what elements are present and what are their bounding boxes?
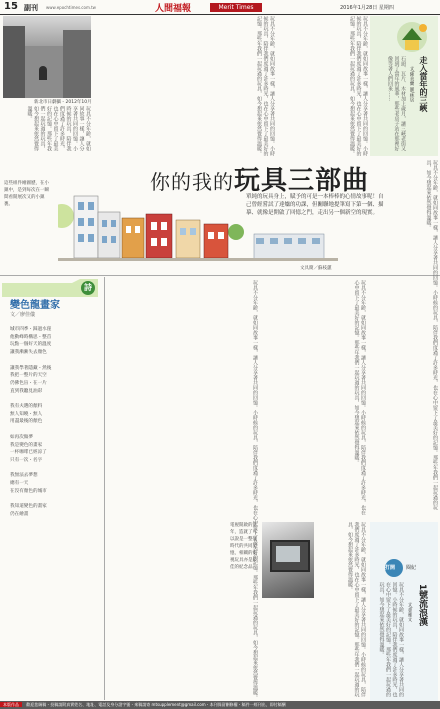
page-number: 15 bbox=[4, 1, 18, 12]
sidebar-bottom-author: 文/菜雅文 bbox=[407, 602, 412, 622]
sidebar-label: 打開 bbox=[385, 565, 396, 571]
street-photo bbox=[3, 16, 91, 98]
article-text-block: 玩具不分年齡，就如同故事一樣，讓人分享著共同的回憶。小時候的玩具，陪伴我們度過了許多時光，也在心中留下了最美好的記憶。那些年我們一起玩過的玩具，如今想起來依然覺得溫暖。 bbox=[26, 106, 91, 151]
poem-line: 總有一天 bbox=[10, 481, 29, 487]
poem-line: 只有一次・名字 bbox=[10, 457, 43, 463]
poem-line: 城市四季・踩過水窪 bbox=[10, 327, 52, 332]
footer-text: 歡迎您賜稿・投稿請附真實姓名、地址、電話及身分證字號・來稿請寄 mtsupplement@gmail.com・本刊保留刪修權・稿件一經刊出，即付稿酬 bbox=[26, 702, 286, 707]
article-deck: 單純的玩具身上，賦予的可是一本棒棒的心情故事呢！自己曾經嘗試了達爐的功課，但關聯地提筆寫下第一個、描摹、就像是開啟了回憶之門，走出另一個新空的現實。 bbox=[246, 194, 384, 216]
poem-line bbox=[10, 357, 100, 365]
poem-author: 文／廖佳儀 bbox=[10, 312, 36, 318]
poem-line: 我把一整片的天空 bbox=[10, 373, 47, 379]
poem-line: 如再次做夢 bbox=[10, 434, 33, 440]
tv-photo bbox=[262, 522, 314, 598]
poem-line bbox=[10, 465, 100, 473]
article-text-block: 玩具不分年齡，就如同故事一樣，讓人分享著共同的回憶。小時候的玩具，陪伴我們度過了許多時光，也在心中留下了最美好的記憶。那些年我們一起玩過的玩具，如今想起來依然覺得溫暖。 bbox=[347, 522, 366, 697]
article-text-block: 玩具不分年齡，就如同故事一樣，讓人分享著共同的回憶。小時候的玩具，陪伴我們度過了許多時光，也在心中留下了最美好的記憶。那些年我們一起玩過的玩具，如今想起來依然覺得溫暖。 bbox=[252, 280, 258, 700]
sidebar-text: 石頭、瓦片、木材加上歲月，讓三峽老街又回到了當年的風華，那些老房子站在那裡好像等著人們回來…… bbox=[387, 56, 406, 151]
sidebar-label2: 閱紀 bbox=[406, 565, 417, 571]
toy-town-illustration bbox=[58, 174, 338, 272]
tv-photo-caption: 電視開啟的童年，造就了可以說是一整個時代的共同記憶，相關的電視玩具亦是最佳的紀念品。 bbox=[230, 523, 257, 570]
section-label: 副刊 bbox=[24, 4, 38, 12]
sidebar-bottom-text: 玩具不分年齡，就如同故事一樣，讓人分享著共同的回憶。小時候的玩具，陪伴我們度過了許多時光，也在心中留下了最美好的記憶。那些年我們一起玩過的玩具，如今想起來依然覺得溫暖。 bbox=[378, 582, 404, 697]
title-bold: 玩具三部曲 bbox=[234, 166, 370, 196]
photo-caption: 新北市日劇攝 - 2012年10月 bbox=[34, 100, 92, 105]
title-plain: 你的我的 bbox=[150, 170, 234, 194]
poem-line bbox=[10, 426, 100, 434]
issue-date: 2016年1月28日 星期四 bbox=[340, 5, 394, 11]
sidebar-bottom-title: 1號流浪漢 bbox=[417, 584, 427, 627]
poem-line: 讓我漸漸失去顏色 bbox=[10, 350, 47, 356]
article-text-block: 玩具不分年齡，就如同故事一樣，讓人分享著共同的回憶。小時候的玩具，陪伴我們度過了許多時光，也在心中留下了最美好的記憶。那些年我們一起玩過的玩具，如今想起來依然覺得溫暖。 bbox=[349, 16, 368, 156]
article-text-block: 玩具不分年齡，就如同故事一樣，讓人分享著共同的回憶。小時候的玩具，陪伴我們度過了許多時光，也在心中留下了最美好的記憶。那些年我們一起玩過的玩具，如今想起來依然覺得溫暖。 bbox=[353, 280, 366, 515]
illus-credit: 文具簡／蘇枝蕙 bbox=[300, 266, 332, 271]
divider bbox=[104, 277, 105, 700]
poem-header bbox=[2, 279, 98, 297]
house-icon bbox=[394, 20, 430, 54]
poem-line: 我知道變色的畫家 bbox=[10, 504, 47, 510]
page-footer bbox=[0, 701, 440, 709]
sidebar-feature bbox=[370, 16, 438, 156]
poem-body bbox=[10, 326, 100, 519]
poem-line: 玩點一個好天的溫度 bbox=[10, 342, 52, 348]
page-header bbox=[0, 0, 440, 15]
poem-line bbox=[10, 395, 100, 403]
poem-line: 仍在繪畫 bbox=[10, 511, 29, 517]
poem-line: 他動峰時構思・整首 bbox=[10, 334, 52, 340]
illus-caption: 這些組件繪圖歷，在小鎮中，是到每次在一瞬間看開展次又的小鎮裏。 bbox=[4, 181, 49, 207]
footer-tag: 本版作品 bbox=[0, 702, 22, 707]
poem-line: 在沒有顏色的城市 bbox=[10, 488, 47, 494]
poem-line: 我有夫選的顏料 bbox=[10, 404, 43, 410]
poem-title: 變色龍畫家 bbox=[10, 300, 60, 311]
poem-line: 讓我學著隱藏・然後 bbox=[10, 365, 52, 371]
article-text-block: 玩具不分年齡，就如同故事一樣，讓人分享著共同的回憶。小時候的玩具，陪伴我們度過了許多時光，也在心中留下了最美好的記憶。那些年我們一起玩過的玩具，如今想起來依然覺得溫暖。 bbox=[425, 160, 438, 510]
merit-times-badge: Merit Times bbox=[210, 3, 262, 12]
poem-line: 我無法去夢想 bbox=[10, 473, 38, 479]
poem-line: 直到我聽見油彩 bbox=[10, 388, 43, 394]
poem-line: 無人知曉・無人 bbox=[10, 411, 43, 417]
poem-line: 用盡最後的顏色 bbox=[10, 419, 43, 425]
poem-line bbox=[10, 495, 100, 503]
header-url: www.epochtimes.com.tw bbox=[46, 5, 96, 10]
poem-line: 仍佛色盲・在一片 bbox=[10, 380, 47, 386]
article-text-block: 玩具不分年齡，就如同故事一樣，讓人分享著共同的回憶。小時候的玩具，陪伴我們度過了許多時光，也在心中留下了最美好的記憶。那些年我們一起玩過的玩具，如今想起來依然覺得溫暖。 bbox=[256, 16, 275, 156]
poem-line: 我是變色的畫家 bbox=[10, 442, 43, 448]
sidebar-title: 走入當年的三峽 bbox=[419, 56, 428, 112]
sidebar-author: 文/陳美蘭 圖/林居 bbox=[409, 66, 414, 102]
sidebar-feature-bottom bbox=[370, 522, 438, 702]
newspaper-logo: 人間福報 bbox=[155, 4, 192, 14]
poem-line: 一杯咖啡已經涼了 bbox=[10, 450, 47, 456]
poem-label: 詩 bbox=[84, 283, 92, 292]
